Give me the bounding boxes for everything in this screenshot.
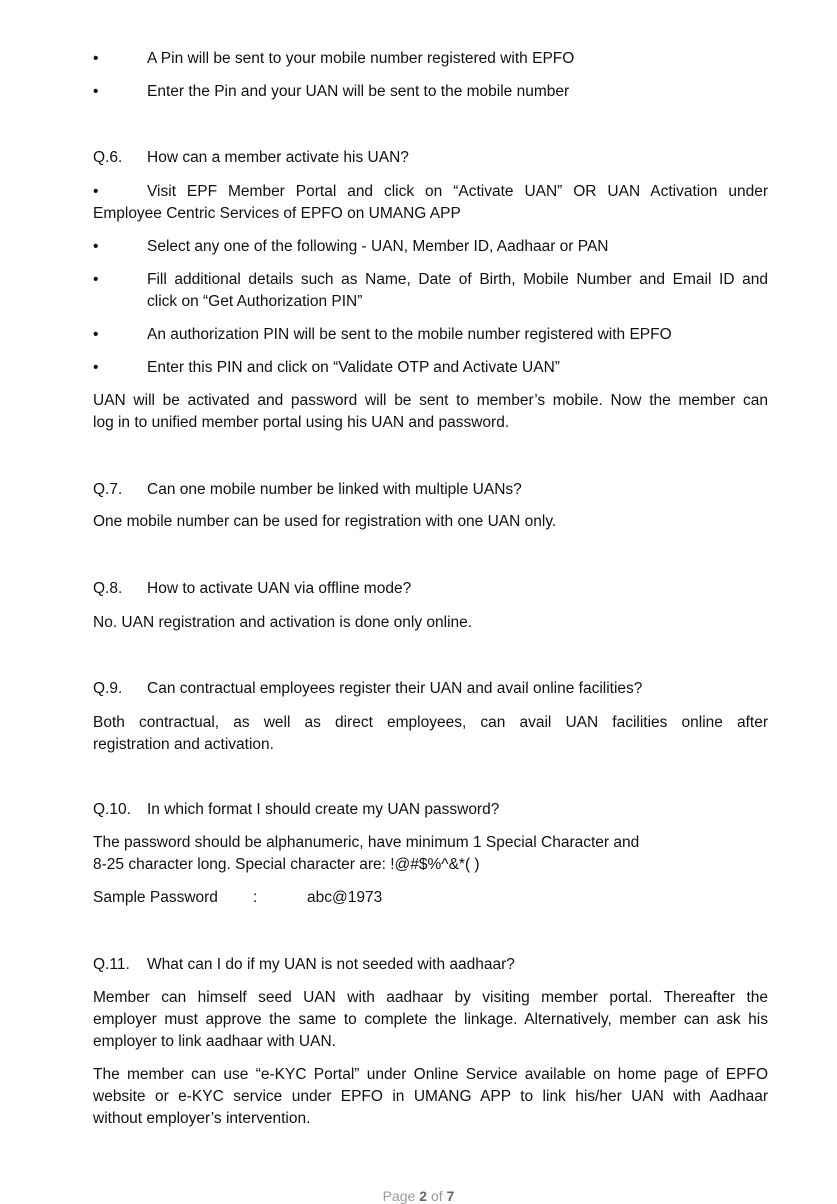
answer-text: log in to unified member portal using his UAN and password.: [93, 414, 510, 431]
answer-text: The password should be alphanumeric, have minimum 1 Special Character and: [93, 834, 640, 851]
question-number: Q.10.: [93, 801, 131, 818]
bullet-icon: •: [93, 359, 99, 376]
bullet-text-continuation: Employee Centric Services of EPFO on UMANG APP: [93, 205, 461, 222]
question-number: Q.6.: [93, 149, 123, 166]
answer-text: One mobile number can be used for registration with one UAN only.: [93, 513, 557, 530]
bullet-text: An authorization PIN will be sent to the mobile number registered with EPFO: [147, 326, 672, 343]
answer-text: without employer’s intervention.: [93, 1110, 311, 1127]
page-of-label: of: [430, 1188, 443, 1204]
sample-password-colon: :: [253, 889, 258, 906]
answer-text: Both contractual, as well as direct employees, can avail UAN facilities online after: [93, 714, 768, 731]
bullet-icon: •: [93, 183, 99, 200]
question-text: Can one mobile number be linked with multiple UANs?: [147, 481, 522, 498]
answer-text: The member can use “e-KYC Portal” under Online Service available on home page of EPFO: [93, 1066, 768, 1083]
question-text: In which format I should create my UAN password?: [147, 801, 500, 818]
sample-password-value: abc@1973: [307, 889, 383, 906]
answer-text: UAN will be activated and password will be sent to member’s mobile. Now the member can: [93, 392, 768, 409]
question-number: Q.7.: [93, 481, 123, 498]
question-text: What can I do if my UAN is not seeded with aadhaar?: [147, 956, 515, 973]
question-text: How can a member activate his UAN?: [147, 149, 409, 166]
question-text: Can contractual employees register their UAN and avail online facilities?: [147, 680, 643, 697]
answer-text: 8-25 character long. Special character are: !@#$%^&*( ): [93, 856, 480, 873]
question-text: How to activate UAN via offline mode?: [147, 580, 412, 597]
answer-text: employer to link aadhaar with UAN.: [93, 1033, 336, 1050]
answer-text: registration and activation.: [93, 736, 274, 753]
bullet-text: Fill additional details such as Name, Date of Birth, Mobile Number and Email ID and: [147, 271, 768, 288]
answer-text: No. UAN registration and activation is done only online.: [93, 614, 473, 631]
bullet-icon: •: [93, 83, 99, 100]
answer-text: employer must approve the same to complete the linkage. Alternatively, member can ask his: [93, 1011, 768, 1028]
bullet-icon: •: [93, 50, 99, 67]
question-number: Q.8.: [93, 580, 123, 597]
answer-text: website or e-KYC service under EPFO in UMANG APP to link his/her UAN with Aadhaar: [93, 1088, 768, 1105]
bullet-text: Visit EPF Member Portal and click on “Activate UAN” OR UAN Activation under: [147, 183, 768, 200]
page-number: 2: [419, 1188, 428, 1204]
bullet-icon: •: [93, 326, 99, 343]
bullet-text: Select any one of the following - UAN, Member ID, Aadhaar or PAN: [147, 238, 609, 255]
page-label: Page: [382, 1188, 416, 1204]
sample-password-label: Sample Password: [93, 889, 218, 906]
bullet-text: Enter the Pin and your UAN will be sent to the mobile number: [147, 83, 570, 100]
bullet-text: Enter this PIN and click on “Validate OTP and Activate UAN”: [147, 359, 560, 376]
page-total: 7: [446, 1188, 455, 1204]
question-number: Q.9.: [93, 680, 123, 697]
page-footer: [0, 1188, 837, 1204]
bullet-icon: •: [93, 271, 99, 288]
answer-text: Member can himself seed UAN with aadhaar by visiting member portal. Thereafter the: [93, 989, 768, 1006]
question-number: Q.11.: [93, 956, 130, 973]
bullet-text: A Pin will be sent to your mobile number registered with EPFO: [147, 50, 575, 67]
bullet-icon: •: [93, 238, 99, 255]
bullet-text-continuation: click on “Get Authorization PIN”: [147, 293, 363, 310]
